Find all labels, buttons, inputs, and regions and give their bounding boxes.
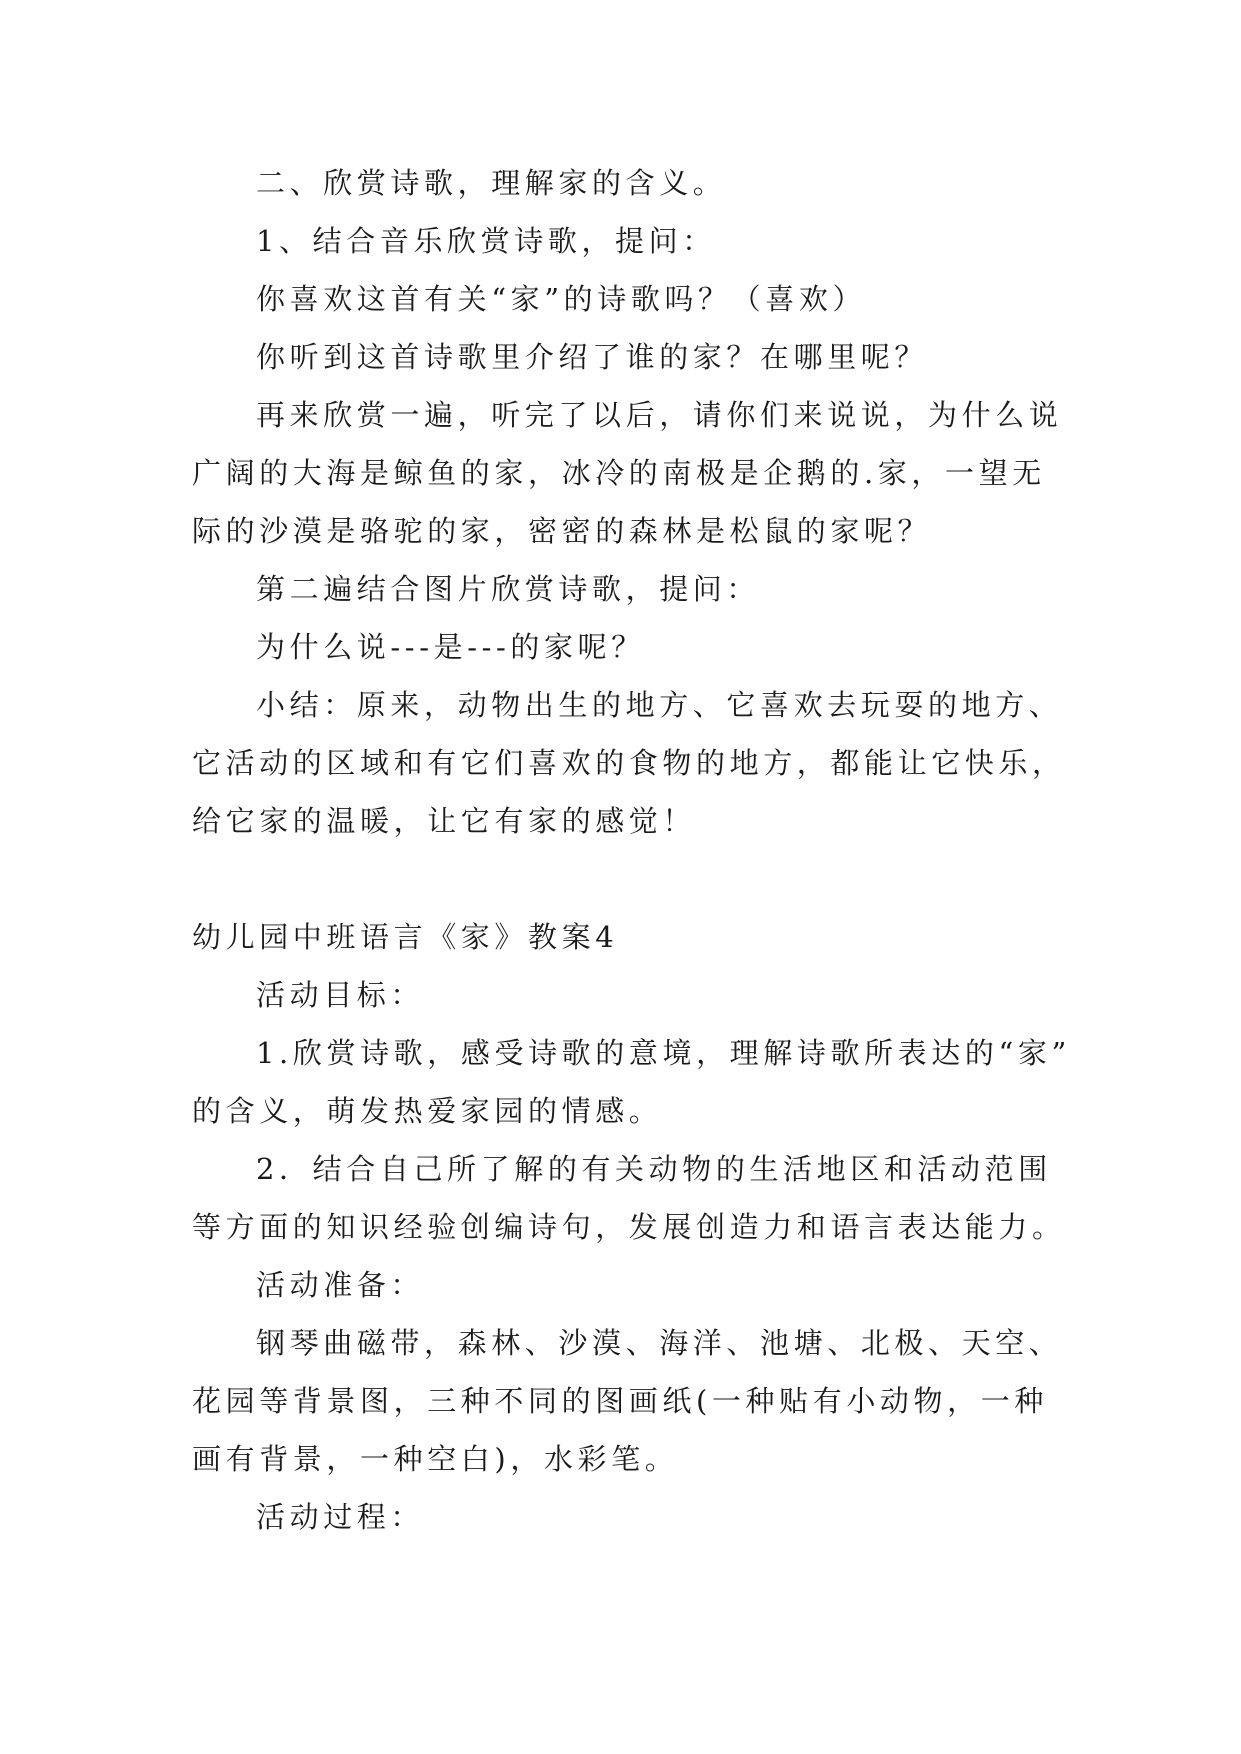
- prep-line: 钢琴曲磁带，森林、沙漠、海洋、池塘、北极、天空、: [256, 1326, 1063, 1360]
- paragraph-line: 际的沙漠是骆驼的家，密密的森林是松鼠的家呢？: [192, 514, 932, 548]
- goal-line: 的含义，萌发热爱家园的情感。: [192, 1094, 663, 1128]
- summary-line: 给它家的温暖，让它有家的感觉！: [192, 804, 697, 838]
- paragraph-line: 广阔的大海是鲸鱼的家，冰冷的南极是企鹅的.家，一望无: [192, 456, 1046, 490]
- goals-heading: 活动目标：: [256, 978, 425, 1012]
- step-2: 第二遍结合图片欣赏诗歌，提问：: [256, 572, 761, 606]
- goal-line: 2．结合自己所了解的有关动物的生活地区和活动范围: [256, 1152, 1052, 1186]
- step-1: 1、结合音乐欣赏诗歌，提问：: [256, 224, 716, 258]
- document-body: [192, 154, 1072, 1546]
- summary-line: 小结：原来，动物出生的地方、它喜欢去玩耍的地方、: [256, 688, 1063, 722]
- goal-line: 等方面的知识经验创编诗句，发展创造力和语言表达能力。: [192, 1210, 1066, 1244]
- question-2: 你听到这首诗歌里介绍了谁的家？在哪里呢？: [256, 340, 929, 374]
- question-3: 为什么说---是---的家呢？: [256, 630, 645, 664]
- section-spacer: [192, 850, 1072, 908]
- summary-line: 它活动的区域和有它们喜欢的食物的地方，都能让它快乐，: [192, 746, 1066, 780]
- prep-heading: 活动准备：: [256, 1268, 425, 1302]
- question-1: 你喜欢这首有关“家”的诗歌吗？（喜欢）: [256, 282, 867, 316]
- goal-line: 1.欣赏诗歌，感受诗歌的意境，理解诗歌所表达的“家”: [256, 1036, 1071, 1070]
- prep-line: 画有背景，一种空白)，水彩笔。: [192, 1442, 679, 1476]
- section-heading: 二、欣赏诗歌，理解家的含义。: [256, 166, 727, 200]
- process-heading: 活动过程：: [256, 1500, 425, 1534]
- paragraph-line: 再来欣赏一遍，听完了以后，请你们来说说，为什么说: [256, 398, 1063, 432]
- prep-line: 花园等背景图，三种不同的图画纸(一种贴有小动物，一种: [192, 1384, 1048, 1418]
- lesson-title: 幼儿园中班语言《家》教案4: [192, 920, 619, 954]
